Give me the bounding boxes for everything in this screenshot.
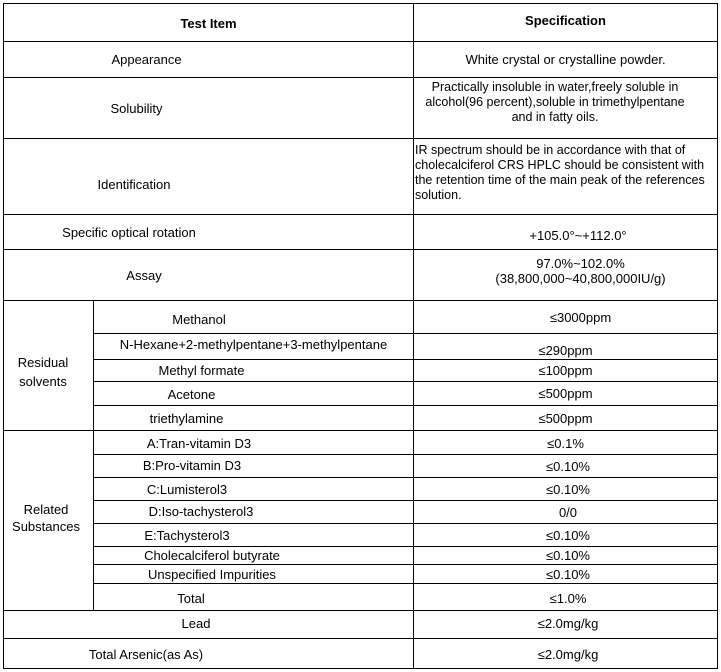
related-e-spec: ≤0.10% xyxy=(546,528,590,543)
identification-spec: IR spectrum should be in accordance with that of cholecalciferol CRS HPLC should be consistent with the retention time of the main peak of the references solution. xyxy=(415,143,705,202)
related-total-label: Total xyxy=(177,590,205,606)
residual-acetone-label: Acetone xyxy=(167,387,216,402)
residual-methyl-formate-label: Methyl formate xyxy=(158,363,245,378)
residual-hexane-spec: ≤290ppm xyxy=(538,342,593,358)
related-d-spec: 0/0 xyxy=(558,504,578,520)
optical-rotation-label: Specific optical rotation xyxy=(62,224,196,240)
solubility-spec: Practically insoluble in water,freely soluble in alcohol(96 percent),soluble in trimethylpentane and in fatty oils. xyxy=(425,80,685,124)
lead-spec: ≤2.0mg/kg xyxy=(537,615,599,631)
related-substances-group-line2: Substances xyxy=(12,519,80,534)
related-e-label: E:Tachysterol3 xyxy=(144,527,230,543)
residual-triethylamine-spec: ≤500ppm xyxy=(538,410,593,426)
residual-triethylamine-label: triethylamine xyxy=(149,410,224,426)
related-substances-group xyxy=(4,431,88,610)
related-total-spec: ≤1.0% xyxy=(549,590,587,606)
assay-spec xyxy=(414,256,721,296)
appearance-spec: White crystal or crystalline powder. xyxy=(465,52,666,67)
related-b-spec: ≤0.10% xyxy=(546,459,590,474)
assay-spec-iu: (38,800,000~40,800,000IU/g) xyxy=(495,271,666,286)
header-specification: Specification xyxy=(525,13,606,28)
header-test-item: Test Item xyxy=(180,16,237,31)
related-butyrate-spec: ≤0.10% xyxy=(546,548,590,563)
residual-acetone-spec: ≤500ppm xyxy=(538,386,593,401)
lead-label: Lead xyxy=(181,615,211,631)
appearance-label: Appearance xyxy=(111,52,182,67)
arsenic-label: Total Arsenic(as As) xyxy=(88,646,204,662)
identification-label: Identification xyxy=(97,176,171,192)
assay-label: Assay xyxy=(126,267,162,283)
residual-hexane-label: N-Hexane+2-methylpentane+3-methylpentane xyxy=(119,336,388,352)
related-b-label: B:Pro-vitamin D3 xyxy=(142,457,242,473)
solubility-label: Solubility xyxy=(110,100,163,116)
assay-spec-range: 97.0%~102.0% xyxy=(536,256,625,271)
arsenic-spec: ≤2.0mg/kg xyxy=(537,646,599,662)
related-c-spec: ≤0.10% xyxy=(546,482,590,497)
related-a-label: A:Tran-vitamin D3 xyxy=(146,435,252,451)
related-c-label: C:Lumisterol3 xyxy=(146,481,228,497)
optical-rotation-spec: +105.0°~+112.0° xyxy=(529,227,627,243)
related-unspecified-label: Unspecified Impurities xyxy=(148,566,276,582)
related-substances-group-line1: Related xyxy=(23,502,69,517)
residual-solvents-group xyxy=(4,301,82,430)
residual-methanol-spec: ≤3000ppm xyxy=(549,309,612,325)
residual-methanol-label: Methanol xyxy=(172,312,226,327)
related-butyrate-label: Cholecalciferol butyrate xyxy=(144,548,280,563)
residual-solvents-group-line2: solvents xyxy=(19,373,67,389)
residual-methyl-formate-spec: ≤100ppm xyxy=(538,363,593,378)
related-a-spec: ≤0.1% xyxy=(547,435,584,451)
related-unspecified-spec: ≤0.10% xyxy=(546,566,590,582)
residual-solvents-group-line1: Residual xyxy=(17,354,69,370)
related-d-label: D:Iso-tachysterol3 xyxy=(148,503,254,519)
